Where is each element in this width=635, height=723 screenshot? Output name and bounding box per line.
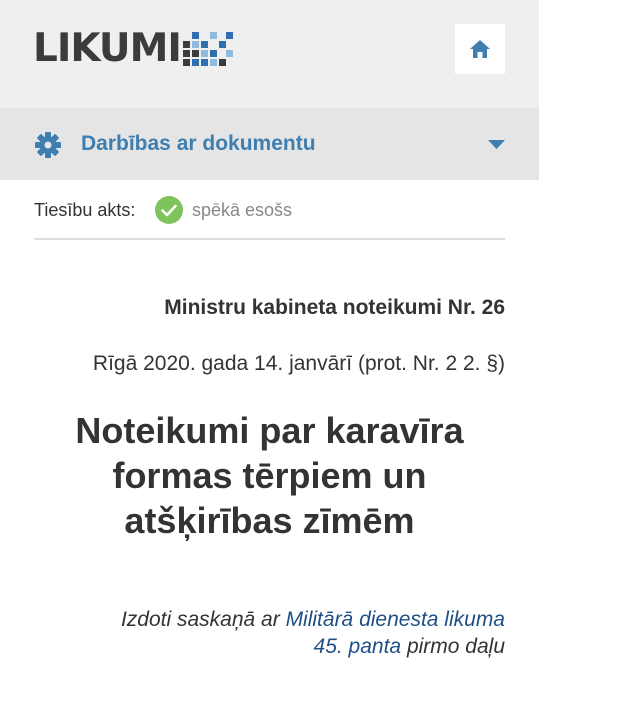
check-circle-icon xyxy=(155,196,183,224)
legal-status-value: spēkā esošs xyxy=(192,200,293,220)
document-type: Ministru kabineta noteikumi Nr. 26 xyxy=(164,296,505,319)
document-actions-dropdown[interactable] xyxy=(0,108,539,180)
home-icon xyxy=(469,39,491,59)
document-actions-label: Darbības ar dokumentu xyxy=(81,132,316,155)
document-date: Rīgā 2020. gada 14. janvārī (prot. Nr. 2 2. §) xyxy=(92,352,505,375)
gear-icon xyxy=(35,132,61,158)
caret-down-icon xyxy=(488,140,505,150)
legal-basis xyxy=(34,606,505,660)
divider xyxy=(34,238,505,240)
home-button[interactable] xyxy=(455,24,505,74)
law-link[interactable]: Militārā dienesta likuma xyxy=(285,608,505,631)
document-title-line: Noteikumi par karavīra xyxy=(75,410,464,451)
legal-basis-line-2 xyxy=(34,633,505,660)
logo-text: LIKUMI xyxy=(33,26,181,71)
legal-basis-suffix: pirmo daļu xyxy=(401,635,505,658)
legal-status-row xyxy=(34,196,505,226)
document-title-line: atšķirības zīmēm xyxy=(124,500,415,541)
article-link[interactable]: 45. panta xyxy=(313,635,402,658)
document-title xyxy=(34,408,505,543)
document-title-line: formas tērpiem un xyxy=(112,455,427,496)
logo-grid-mark xyxy=(183,31,233,67)
legal-basis-line-1 xyxy=(34,606,505,633)
likumi-logo[interactable] xyxy=(33,26,233,71)
legal-basis-prefix: Izdoti saskaņā ar xyxy=(120,608,286,631)
legal-status-label: Tiesību akts: xyxy=(34,200,136,220)
site-header xyxy=(0,0,539,108)
